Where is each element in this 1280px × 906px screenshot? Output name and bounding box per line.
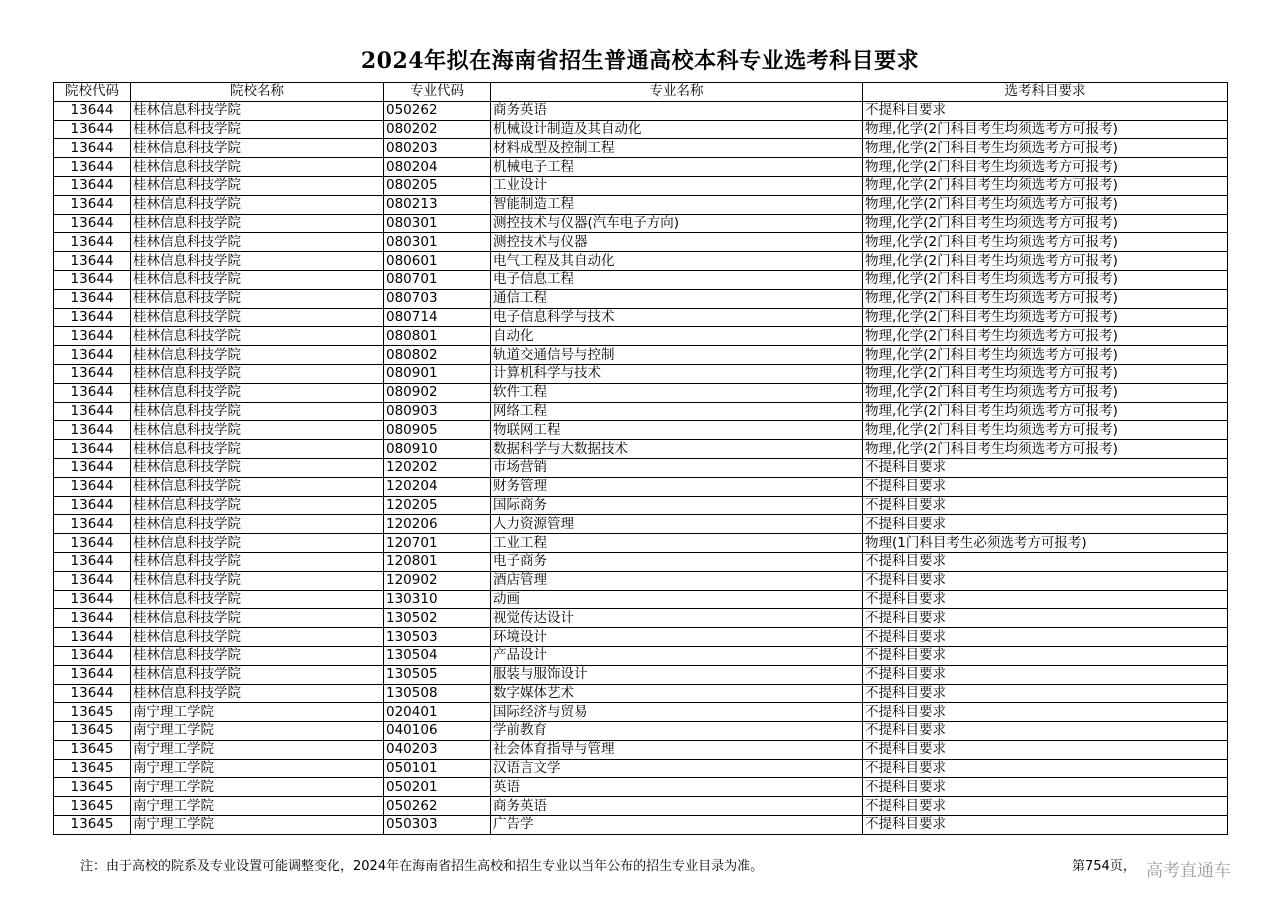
cell-major-code: 120701 (384, 534, 491, 553)
cell-major-name: 计算机科学与技术 (491, 364, 863, 383)
cell-school-code: 13644 (54, 665, 131, 684)
cell-major-code: 120202 (384, 458, 491, 477)
cell-major-code: 080905 (384, 421, 491, 440)
table-row (54, 778, 1228, 797)
table-row (54, 252, 1228, 271)
cell-major-name: 机械电子工程 (491, 158, 863, 177)
page-title: 2024年拟在海南省招生普通高校本科专业选考科目要求 (360, 48, 920, 74)
cell-school-name: 桂林信息科技学院 (131, 346, 384, 365)
requirements-table (53, 82, 1228, 835)
table-row (54, 797, 1228, 816)
cell-subject-requirement: 物理,化学(2门科目考生均须选考方可报考) (863, 383, 1228, 402)
cell-major-name: 材料成型及控制工程 (491, 139, 863, 158)
cell-subject-requirement: 物理,化学(2门科目考生均须选考方可报考) (863, 176, 1228, 195)
table-row (54, 101, 1228, 120)
table-row (54, 496, 1228, 515)
cell-major-code: 130504 (384, 646, 491, 665)
cell-subject-requirement: 不提科目要求 (863, 759, 1228, 778)
cell-school-code: 13644 (54, 252, 131, 271)
cell-school-name: 桂林信息科技学院 (131, 515, 384, 534)
table-row (54, 158, 1228, 177)
cell-major-code: 130502 (384, 609, 491, 628)
cell-subject-requirement: 物理,化学(2门科目考生均须选考方可报考) (863, 421, 1228, 440)
cell-school-code: 13644 (54, 440, 131, 459)
cell-major-name: 动画 (491, 590, 863, 609)
cell-major-code: 080204 (384, 158, 491, 177)
cell-school-code: 13644 (54, 496, 131, 515)
cell-subject-requirement: 物理,化学(2门科目考生均须选考方可报考) (863, 233, 1228, 252)
cell-major-code: 050101 (384, 759, 491, 778)
table-row (54, 571, 1228, 590)
cell-school-code: 13645 (54, 816, 131, 835)
cell-school-name: 南宁理工学院 (131, 703, 384, 722)
table-row (54, 552, 1228, 571)
cell-subject-requirement: 不提科目要求 (863, 816, 1228, 835)
cell-major-name: 机械设计制造及其自动化 (491, 120, 863, 139)
table-row (54, 214, 1228, 233)
cell-school-name: 桂林信息科技学院 (131, 364, 384, 383)
cell-school-name: 桂林信息科技学院 (131, 609, 384, 628)
cell-major-name: 物联网工程 (491, 421, 863, 440)
header-major-code: 专业代码 (384, 83, 491, 102)
cell-major-name: 广告学 (491, 816, 863, 835)
cell-school-code: 13644 (54, 195, 131, 214)
cell-school-name: 桂林信息科技学院 (131, 233, 384, 252)
cell-subject-requirement: 不提科目要求 (863, 571, 1228, 590)
cell-major-name: 数据科学与大数据技术 (491, 440, 863, 459)
cell-school-name: 南宁理工学院 (131, 740, 384, 759)
cell-major-code: 120902 (384, 571, 491, 590)
table-row (54, 628, 1228, 647)
table-row (54, 534, 1228, 553)
cell-subject-requirement: 物理,化学(2门科目考生均须选考方可报考) (863, 402, 1228, 421)
cell-school-code: 13644 (54, 458, 131, 477)
cell-subject-requirement: 物理,化学(2门科目考生均须选考方可报考) (863, 346, 1228, 365)
table-row (54, 477, 1228, 496)
cell-school-code: 13644 (54, 139, 131, 158)
cell-school-name: 桂林信息科技学院 (131, 552, 384, 571)
cell-major-name: 人力资源管理 (491, 515, 863, 534)
table-row (54, 740, 1228, 759)
cell-subject-requirement: 不提科目要求 (863, 590, 1228, 609)
cell-school-name: 桂林信息科技学院 (131, 327, 384, 346)
cell-school-code: 13645 (54, 778, 131, 797)
cell-subject-requirement: 不提科目要求 (863, 515, 1228, 534)
cell-subject-requirement: 不提科目要求 (863, 552, 1228, 571)
cell-major-code: 120801 (384, 552, 491, 571)
cell-major-code: 080910 (384, 440, 491, 459)
cell-subject-requirement: 不提科目要求 (863, 797, 1228, 816)
cell-major-code: 080203 (384, 139, 491, 158)
table-header-row (54, 83, 1228, 102)
cell-major-name: 环境设计 (491, 628, 863, 647)
cell-school-name: 桂林信息科技学院 (131, 120, 384, 139)
cell-school-name: 桂林信息科技学院 (131, 590, 384, 609)
cell-school-code: 13644 (54, 120, 131, 139)
cell-subject-requirement: 物理,化学(2门科目考生均须选考方可报考) (863, 270, 1228, 289)
cell-school-code: 13644 (54, 289, 131, 308)
cell-school-name: 南宁理工学院 (131, 816, 384, 835)
cell-major-code: 040106 (384, 722, 491, 741)
cell-major-code: 080601 (384, 252, 491, 271)
cell-school-code: 13644 (54, 346, 131, 365)
cell-school-name: 桂林信息科技学院 (131, 308, 384, 327)
cell-subject-requirement: 不提科目要求 (863, 609, 1228, 628)
header-subject-requirement: 选考科目要求 (863, 83, 1228, 102)
cell-school-code: 13644 (54, 233, 131, 252)
cell-school-name: 桂林信息科技学院 (131, 628, 384, 647)
cell-school-code: 13644 (54, 609, 131, 628)
cell-major-name: 商务英语 (491, 797, 863, 816)
cell-major-code: 020401 (384, 703, 491, 722)
cell-school-name: 桂林信息科技学院 (131, 176, 384, 195)
header-school-code: 院校代码 (54, 83, 131, 102)
cell-major-code: 080802 (384, 346, 491, 365)
cell-school-name: 桂林信息科技学院 (131, 158, 384, 177)
cell-major-code: 130503 (384, 628, 491, 647)
cell-subject-requirement: 不提科目要求 (863, 646, 1228, 665)
table-row (54, 176, 1228, 195)
footer-note: 注：由于高校的院系及专业设置可能调整变化，2024年在海南省招生高校和招生专业以当年公布的招生专业目录为准。 (80, 859, 764, 874)
table-row (54, 346, 1228, 365)
cell-major-name: 视觉传达设计 (491, 609, 863, 628)
table-row (54, 139, 1228, 158)
cell-major-name: 工业设计 (491, 176, 863, 195)
cell-subject-requirement: 物理,化学(2门科目考生均须选考方可报考) (863, 195, 1228, 214)
header-major-name: 专业名称 (491, 83, 863, 102)
cell-major-code: 120204 (384, 477, 491, 496)
cell-major-code: 050201 (384, 778, 491, 797)
cell-major-name: 产品设计 (491, 646, 863, 665)
cell-subject-requirement: 不提科目要求 (863, 477, 1228, 496)
table-row (54, 458, 1228, 477)
cell-school-name: 桂林信息科技学院 (131, 402, 384, 421)
cell-school-code: 13644 (54, 402, 131, 421)
cell-school-name: 桂林信息科技学院 (131, 421, 384, 440)
cell-subject-requirement: 不提科目要求 (863, 496, 1228, 515)
cell-major-name: 测控技术与仪器 (491, 233, 863, 252)
cell-major-name: 电子商务 (491, 552, 863, 571)
table-row (54, 308, 1228, 327)
cell-school-name: 桂林信息科技学院 (131, 684, 384, 703)
cell-major-code: 130508 (384, 684, 491, 703)
cell-school-name: 南宁理工学院 (131, 778, 384, 797)
cell-school-name: 桂林信息科技学院 (131, 383, 384, 402)
table-row (54, 515, 1228, 534)
table-row (54, 364, 1228, 383)
cell-school-name: 桂林信息科技学院 (131, 270, 384, 289)
cell-major-code: 050262 (384, 797, 491, 816)
cell-major-name: 轨道交通信号与控制 (491, 346, 863, 365)
cell-subject-requirement: 不提科目要求 (863, 703, 1228, 722)
cell-major-name: 自动化 (491, 327, 863, 346)
cell-school-code: 13645 (54, 703, 131, 722)
cell-school-code: 13644 (54, 308, 131, 327)
cell-subject-requirement: 物理,化学(2门科目考生均须选考方可报考) (863, 120, 1228, 139)
cell-school-name: 南宁理工学院 (131, 722, 384, 741)
cell-school-name: 桂林信息科技学院 (131, 101, 384, 120)
table-row (54, 703, 1228, 722)
cell-major-code: 080902 (384, 383, 491, 402)
cell-major-name: 通信工程 (491, 289, 863, 308)
cell-subject-requirement: 物理,化学(2门科目考生均须选考方可报考) (863, 139, 1228, 158)
cell-major-name: 工业工程 (491, 534, 863, 553)
cell-school-code: 13645 (54, 722, 131, 741)
table-row (54, 684, 1228, 703)
table-row (54, 402, 1228, 421)
cell-school-code: 13645 (54, 740, 131, 759)
cell-major-code: 130310 (384, 590, 491, 609)
cell-major-code: 080202 (384, 120, 491, 139)
cell-major-name: 电气工程及其自动化 (491, 252, 863, 271)
cell-major-name: 测控技术与仪器(汽车电子方向) (491, 214, 863, 233)
cell-school-code: 13644 (54, 590, 131, 609)
cell-major-name: 社会体育指导与管理 (491, 740, 863, 759)
cell-major-name: 网络工程 (491, 402, 863, 421)
cell-school-code: 13644 (54, 158, 131, 177)
cell-school-name: 桂林信息科技学院 (131, 458, 384, 477)
cell-major-name: 智能制造工程 (491, 195, 863, 214)
table-row (54, 590, 1228, 609)
cell-school-name: 南宁理工学院 (131, 797, 384, 816)
cell-school-name: 桂林信息科技学院 (131, 252, 384, 271)
cell-school-code: 13644 (54, 628, 131, 647)
table-row (54, 421, 1228, 440)
cell-major-name: 国际商务 (491, 496, 863, 515)
cell-major-name: 市场营销 (491, 458, 863, 477)
cell-school-name: 桂林信息科技学院 (131, 571, 384, 590)
cell-subject-requirement: 物理,化学(2门科目考生均须选考方可报考) (863, 364, 1228, 383)
table-row (54, 440, 1228, 459)
cell-major-name: 电子信息科学与技术 (491, 308, 863, 327)
cell-school-code: 13644 (54, 552, 131, 571)
table-row (54, 722, 1228, 741)
cell-school-code: 13644 (54, 477, 131, 496)
cell-school-code: 13644 (54, 364, 131, 383)
cell-school-name: 桂林信息科技学院 (131, 440, 384, 459)
cell-subject-requirement: 物理,化学(2门科目考生均须选考方可报考) (863, 214, 1228, 233)
table-row (54, 383, 1228, 402)
cell-school-code: 13644 (54, 684, 131, 703)
cell-major-name: 电子信息工程 (491, 270, 863, 289)
cell-school-name: 桂林信息科技学院 (131, 665, 384, 684)
cell-school-name: 桂林信息科技学院 (131, 139, 384, 158)
cell-major-code: 080801 (384, 327, 491, 346)
table-row (54, 270, 1228, 289)
cell-subject-requirement: 不提科目要求 (863, 778, 1228, 797)
cell-major-code: 080205 (384, 176, 491, 195)
table-row (54, 816, 1228, 835)
cell-school-code: 13644 (54, 515, 131, 534)
cell-school-code: 13644 (54, 176, 131, 195)
table-row (54, 646, 1228, 665)
cell-subject-requirement: 物理,化学(2门科目考生均须选考方可报考) (863, 158, 1228, 177)
cell-major-code: 050303 (384, 816, 491, 835)
table-row (54, 289, 1228, 308)
cell-school-name: 桂林信息科技学院 (131, 195, 384, 214)
cell-major-code: 080901 (384, 364, 491, 383)
cell-school-code: 13644 (54, 383, 131, 402)
cell-subject-requirement: 物理,化学(2门科目考生均须选考方可报考) (863, 327, 1228, 346)
cell-school-name: 桂林信息科技学院 (131, 477, 384, 496)
cell-school-code: 13644 (54, 270, 131, 289)
cell-school-name: 桂林信息科技学院 (131, 496, 384, 515)
cell-subject-requirement: 物理,化学(2门科目考生均须选考方可报考) (863, 252, 1228, 271)
cell-subject-requirement: 不提科目要求 (863, 722, 1228, 741)
table-row (54, 759, 1228, 778)
cell-school-code: 13644 (54, 421, 131, 440)
cell-major-name: 英语 (491, 778, 863, 797)
cell-subject-requirement: 不提科目要求 (863, 628, 1228, 647)
cell-school-name: 桂林信息科技学院 (131, 534, 384, 553)
table-row (54, 195, 1228, 214)
cell-school-code: 13644 (54, 646, 131, 665)
cell-school-name: 桂林信息科技学院 (131, 214, 384, 233)
watermark-text: 高考直通车 (1146, 861, 1231, 881)
cell-major-code: 080703 (384, 289, 491, 308)
cell-school-code: 13644 (54, 571, 131, 590)
cell-school-code: 13644 (54, 214, 131, 233)
cell-major-code: 120206 (384, 515, 491, 534)
cell-subject-requirement: 不提科目要求 (863, 101, 1228, 120)
page-number: 第754页， (1072, 859, 1136, 874)
cell-major-name: 商务英语 (491, 101, 863, 120)
cell-major-name: 财务管理 (491, 477, 863, 496)
cell-subject-requirement: 不提科目要求 (863, 684, 1228, 703)
cell-school-code: 13645 (54, 759, 131, 778)
cell-school-code: 13645 (54, 797, 131, 816)
cell-school-code: 13644 (54, 101, 131, 120)
table-row (54, 327, 1228, 346)
table-row (54, 120, 1228, 139)
cell-major-code: 050262 (384, 101, 491, 120)
cell-major-code: 080714 (384, 308, 491, 327)
cell-major-name: 酒店管理 (491, 571, 863, 590)
header-school-name: 院校名称 (131, 83, 384, 102)
cell-major-code: 080301 (384, 233, 491, 252)
cell-subject-requirement: 不提科目要求 (863, 458, 1228, 477)
cell-school-name: 南宁理工学院 (131, 759, 384, 778)
cell-subject-requirement: 不提科目要求 (863, 665, 1228, 684)
cell-subject-requirement: 物理,化学(2门科目考生均须选考方可报考) (863, 440, 1228, 459)
table-row (54, 665, 1228, 684)
cell-subject-requirement: 物理,化学(2门科目考生均须选考方可报考) (863, 289, 1228, 308)
cell-subject-requirement: 物理(1门科目考生必须选考方可报考) (863, 534, 1228, 553)
cell-major-code: 080701 (384, 270, 491, 289)
cell-major-code: 080903 (384, 402, 491, 421)
table-body (54, 101, 1228, 834)
cell-subject-requirement: 物理,化学(2门科目考生均须选考方可报考) (863, 308, 1228, 327)
cell-major-name: 汉语言文学 (491, 759, 863, 778)
cell-major-name: 数字媒体艺术 (491, 684, 863, 703)
cell-major-name: 学前教育 (491, 722, 863, 741)
cell-major-name: 软件工程 (491, 383, 863, 402)
table-row (54, 609, 1228, 628)
cell-major-code: 120205 (384, 496, 491, 515)
cell-major-name: 国际经济与贸易 (491, 703, 863, 722)
cell-school-code: 13644 (54, 327, 131, 346)
cell-major-code: 080301 (384, 214, 491, 233)
table-row (54, 233, 1228, 252)
cell-major-name: 服装与服饰设计 (491, 665, 863, 684)
cell-major-code: 040203 (384, 740, 491, 759)
cell-major-code: 130505 (384, 665, 491, 684)
cell-school-name: 桂林信息科技学院 (131, 646, 384, 665)
cell-school-name: 桂林信息科技学院 (131, 289, 384, 308)
cell-school-code: 13644 (54, 534, 131, 553)
cell-major-code: 080213 (384, 195, 491, 214)
cell-subject-requirement: 不提科目要求 (863, 740, 1228, 759)
